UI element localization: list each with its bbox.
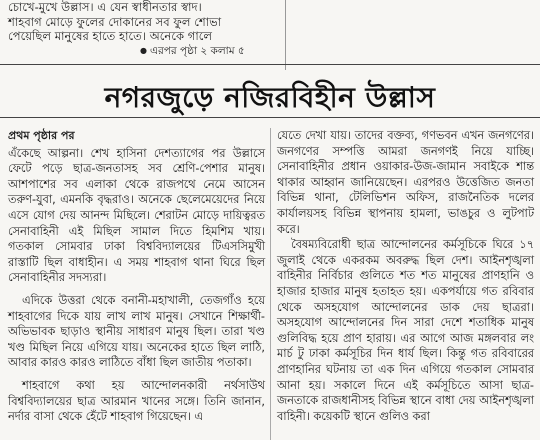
top-column-divider: [285, 0, 286, 70]
article-paragraph: শাহবাগে কথা হয় আন্দোলনকারী নর্থসাউথ বিশ্ববিদ্যালয়ের ছাত্র আরমান খানের সঙ্গে। তিনি জানান, নর্দার বাসা থেকে হেঁটে শাহবাগ গিয়েছেন। এ: [8, 378, 265, 424]
headline: নগরজুড়ে নজিরবিহীন উল্লাস: [104, 81, 436, 114]
headline-divider: [0, 117, 540, 118]
column-divider: [270, 128, 271, 440]
article-paragraph: বৈষম্যবিরোধী ছাত্র আন্দোলনের কর্মসূচিকে ঘিরে ১৭ জুলাই থেকে একরকম অবরুদ্ধ ছিল দেশ। আইনশৃঙ্খলা বাহিনীর নির্বিচার গুলিতে শত শত মানুষের প্রাণহানি ও হাজার হাজার মানুষ হতাহত হয়। একপর্যায়ে গত রবিবার থেকে অসহযোগ আন্দোলনের ডাক দেয় ছাত্ররা। অসহযোগ আন্দোলনের দিন সারা দেশে শতাধিক মানুষ গুলিবিদ্ধ হয়ে প্রাণ হারায়। এর আগে আজ মঙ্গলবার লং মার্চ টু ঢাকা কর্মসূচির দিন ধার্য ছিল। কিন্তু গত রবিবারের প্রাণহানির ঘটনায় তা এক দিন এগিয়ে গতকাল সোমবার আনা হয়। সকালে দিনে এই কর্মসূচিতে আসা ছাত্র-জনতাকে রাজধানীসহ বিভিন্ন স্থানে বাধা দেয় আইনশৃঙ্খলা বাহিনী। কয়েকটি স্থানে গুলিও করা: [277, 238, 534, 423]
top-article-snippet: [8, 0, 280, 44]
section-divider: [0, 64, 540, 65]
article-paragraph: যেতে দেখা যায়। তাদের বক্তব্য, গণভবন এখন জনগণের। জনগণের সম্পত্তি আমরা জনগণই নিয়ে যাচ্ছি। সেনাবাহিনীর প্রধান ওয়াকার-উজ-জামান সবাইকে শান্ত থাকার আহ্বান জানিয়েছেন। এরপরও উত্তেজিত জনতা বিভিন্ন থানা, টেলিভিশন অফিস, রাজনৈতিক দলের কার্যালয়সহ বিভিন্ন স্থাপনায় হামলা, ভাঙচুর ও লুটপাট করে।: [277, 129, 534, 236]
continued-from-label: প্রথম পৃষ্ঠার পর: [8, 129, 75, 142]
bullet-icon: ●: [140, 46, 147, 55]
article-paragraph: এদিকে উত্তরা থেকে বনানী-মহাখালী, তেজগাঁও হয়ে শাহবাগের দিকে যায় লাখ লাখ মানুষ। সেখানে শিক্ষার্থী-অভিভাবক ছাড়াও স্থানীয় সাধারণ মানুষ ছিল। তারা খণ্ড খণ্ড মিছিল নিয়ে এগিয়ে যায়। অনেকের হাতে ছিল লাঠি, আবার কারও কারও লাঠিতে বাঁধা ছিল জাতীয় পতাকা।: [8, 293, 265, 370]
article-column-left: [8, 128, 265, 425]
snippet-line: চোখে-মুখে উল্লাস। এ যেন স্বাধীনতার স্বাদ।: [8, 0, 202, 14]
article-column-right: [277, 128, 534, 424]
article-paragraph: এঁকেছে আল্পনা। শেখ হাসিনা দেশত্যাগের পর উল্লাসে ফেটে পড়ে ছাত্র-জনতাসহ সব শ্রেণি-পেশার মানুষ। আশপাশের সব এলাকা থেকে রাজপথে নেমে আসেন তরুণ-যুবা, এমনকি বৃদ্ধরাও। অনেকে ছেলেমেয়েদের নিয়ে এসে যোগ দেয় আনন্দ মিছিলে। শেরাটন মোড়ে দায়িত্বরত সেনাবাহিনী এই মিছিল সামাল দিতে হিমশিম খায়। গতকাল সোমবার ঢাকা বিশ্ববিদ্যালয়ের টিএসসিমুখী রাস্তাটি ছিল বাধাহীন। এ সময় শাহবাগ থানা ঘিরে ছিল সেনাবাহিনীর সদস্যরা।: [8, 146, 265, 285]
snippet-line: শাহবাগ মোড়ে ফুলের দোকানের সব ফুল শোভা: [8, 14, 222, 29]
continuation-note: [140, 44, 245, 61]
snippet-line: পেয়েছিল মানুষের হাতে হাতে। অনেকে গালে: [8, 29, 213, 44]
continuation-text: এরপর পৃষ্ঠা ২ কলাম ৫: [149, 45, 245, 57]
